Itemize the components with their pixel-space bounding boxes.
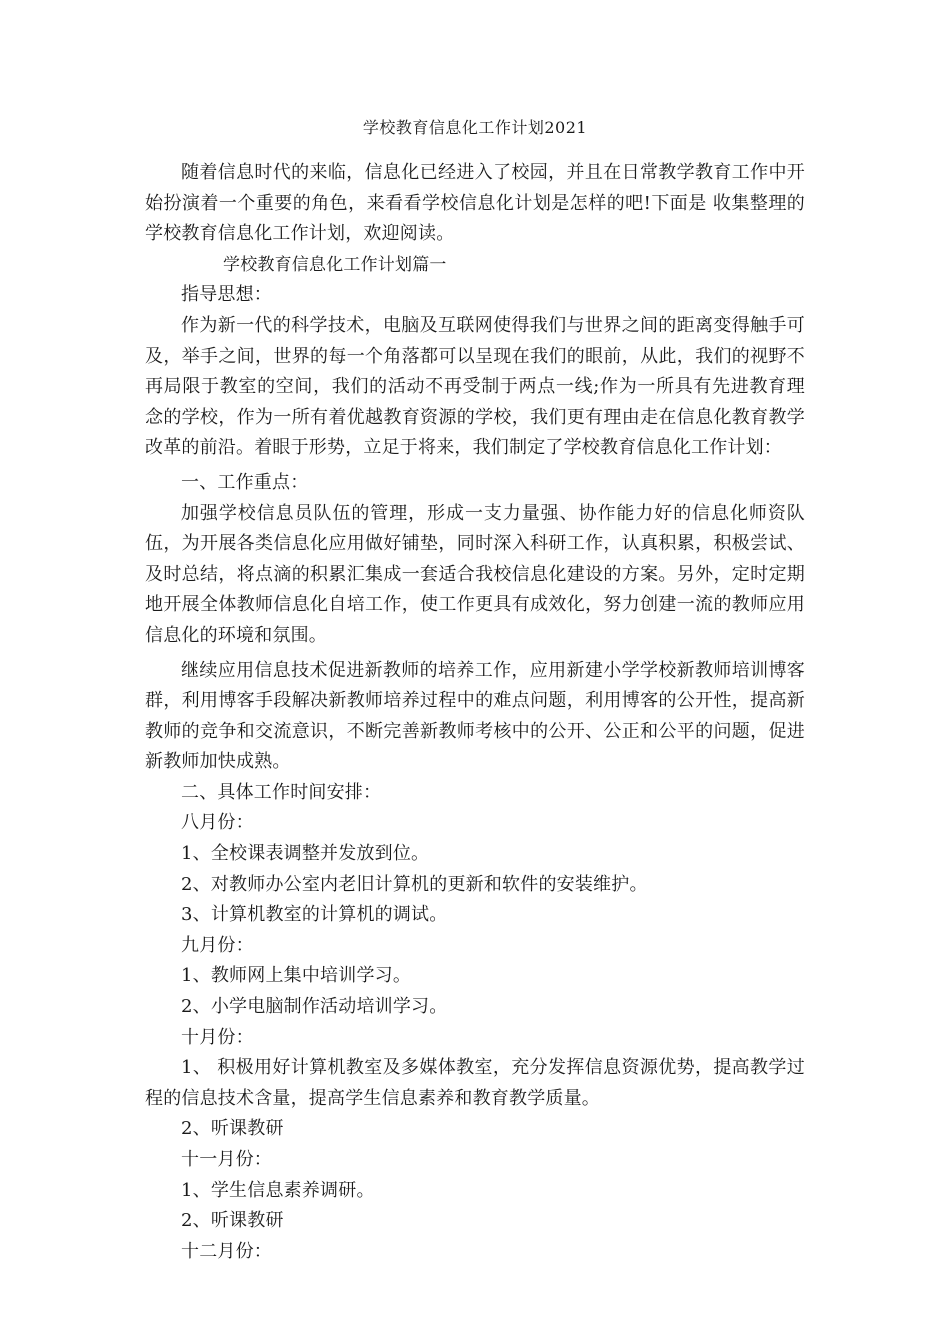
month-october: 十月份：	[181, 1026, 254, 1048]
month-september: 九月份：	[181, 934, 254, 956]
month-august: 八月份：	[181, 812, 254, 834]
list-item: 1、 积极用好计算机教室及多媒体教室，充分发挥信息资源优势，提高教学过程的信息技术含量，提高学生信息素养和教育教学质量。	[145, 1057, 805, 1109]
document-title: 学校教育信息化工作计划2021	[362, 118, 588, 137]
guiding-heading: 指导思想：	[181, 284, 272, 306]
focus-heading: 一、工作重点：	[181, 471, 309, 493]
list-item: 2、对教师办公室内老旧计算机的更新和软件的安装维护。	[181, 873, 648, 895]
focus-paragraph-1: 加强学校信息员队伍的管理，形成一支力量强、协作能力好的信息化师资队伍，为开展各类信息化应用做好铺垫，同时深入科研工作，认真积累，积极尝试、及时总结，将点滴的积累汇集成一套适合我校信息化建设的方案。另外，定时定期地开展全体教师信息化自培工作，使工作更具有成效化，努力创建一流的教师应用信息化的环境和氛围。	[145, 502, 805, 646]
section-title: 学校教育信息化工作计划篇一	[223, 254, 447, 275]
focus-paragraph-2: 继续应用信息技术促进新教师的培养工作，应用新建小学学校新教师培训博客群，利用博客手段解决新教师培养过程中的难点问题，利用博客的公开性，提高新教师的竞争和交流意识，不断完善新教师考核中的公开、公正和公平的问题，促进新教师加快成熟。	[145, 659, 805, 773]
document-body	[145, 158, 805, 1267]
list-item: 2、听课教研	[181, 1118, 284, 1140]
list-item: 1、全校课表调整并发放到位。	[181, 843, 430, 865]
intro-paragraph: 随着信息时代的来临，信息化已经进入了校园，并且在日常教学教育工作中开始扮演着一个重要的角色，来看看学校信息化计划是怎样的吧!下面是 收集整理的学校教育信息化工作计划，欢迎阅读。	[145, 162, 805, 245]
list-item: 2、听课教研	[181, 1210, 284, 1232]
month-november: 十一月份：	[181, 1149, 272, 1170]
list-item: 1、学生信息素养调研。	[181, 1179, 375, 1201]
list-item: 3、计算机教室的计算机的调试。	[181, 904, 448, 926]
schedule-heading: 二、具体工作时间安排：	[181, 781, 382, 803]
guiding-paragraph: 作为新一代的科学技术，电脑及互联网使得我们与世界之间的距离变得触手可及，举手之间，世界的每一个角落都可以呈现在我们的眼前，从此，我们的视野不再局限于教室的空间，我们的活动不再受制于两点一线;作为一所具有先进教育理念的学校，作为一所有着优越教育资源的学校，我们更有理由走在信息化教育教学改革的前沿。着眼于形势，立足于将来，我们制定了学校教育信息化工作计划：	[145, 314, 805, 459]
list-item: 1、教师网上集中培训学习。	[181, 965, 412, 987]
month-december: 十二月份：	[181, 1240, 272, 1262]
list-item: 2、小学电脑制作活动培训学习。	[181, 996, 448, 1018]
